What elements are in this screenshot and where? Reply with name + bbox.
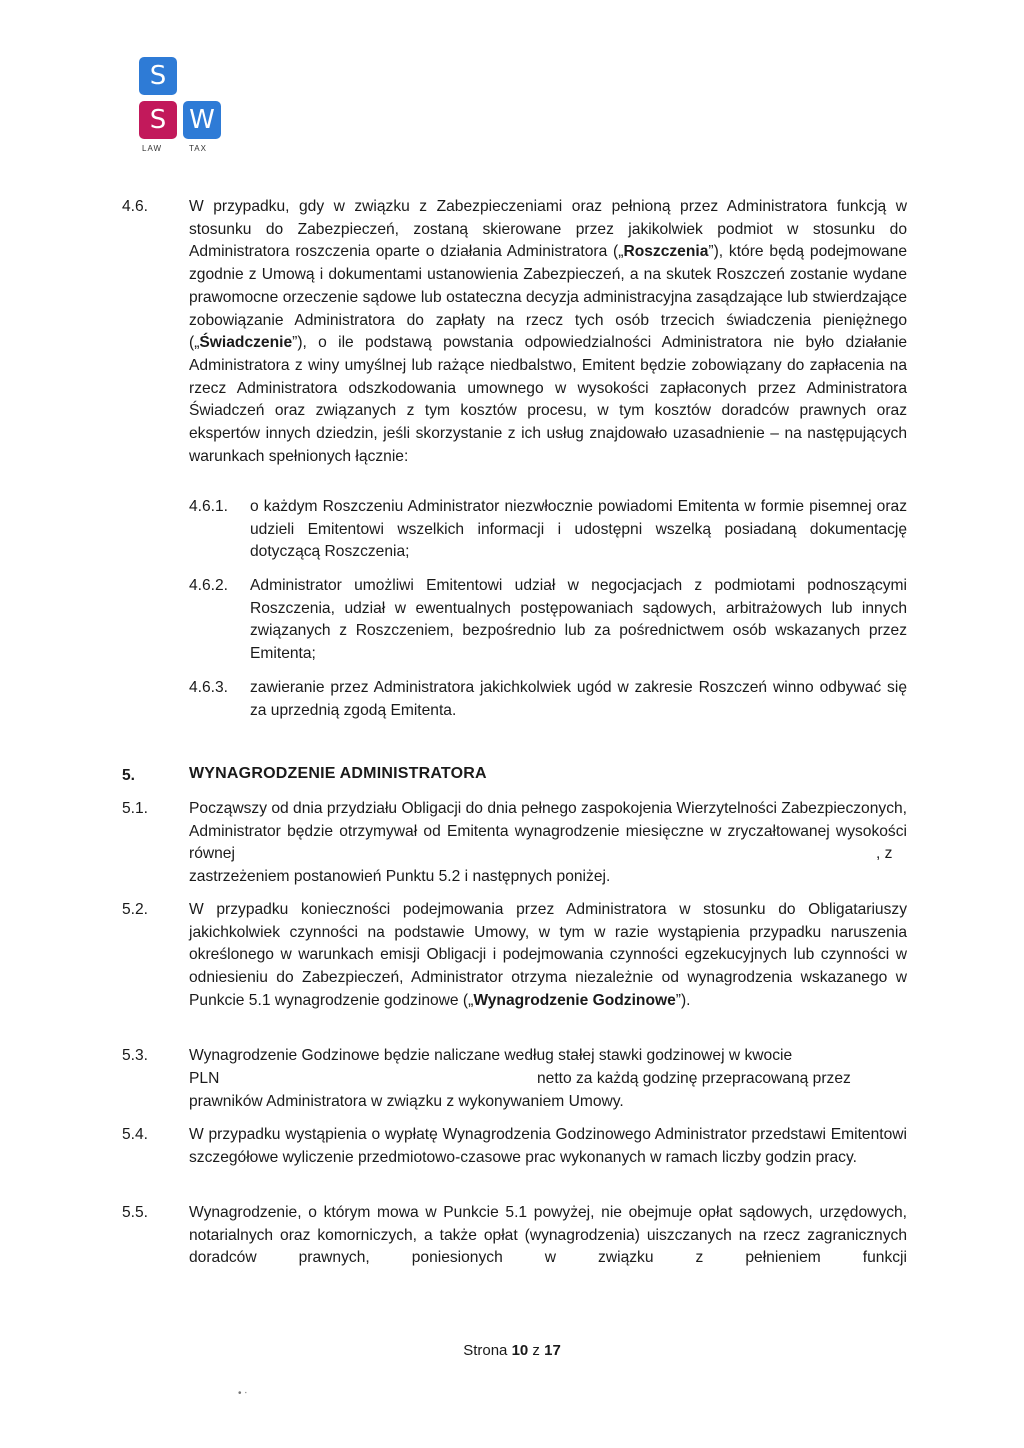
- defined-term-wynagrodzenie-godzinowe: Wynagrodzenie Godzinowe: [473, 991, 676, 1009]
- section-number-5-4: 5.4.: [122, 1126, 149, 1143]
- text-fragment: ”).: [675, 991, 691, 1009]
- section-5-2-text: [189, 899, 907, 1013]
- logo-square-left: [139, 101, 177, 139]
- section-5-1-comma: , z: [876, 845, 893, 862]
- footer-page-current: 10: [511, 1342, 529, 1359]
- logo-letter-w: W: [189, 105, 215, 135]
- section-5-3-line2: netto za każdą godzinę przepracowaną przez: [537, 1070, 851, 1087]
- logo-square-right: [183, 101, 221, 139]
- section-5-3-line1: Wynagrodzenie Godzinowe będzie naliczane według stałej stawki godzinowej w kwocie: [189, 1047, 793, 1064]
- section-5-3-line3: prawników Administratora w związku z wykonywaniem Umowy.: [189, 1093, 624, 1110]
- scan-artifact: • ⋅: [238, 1388, 248, 1399]
- footer-page-total: 17: [544, 1342, 561, 1359]
- logo-square-top: [139, 57, 177, 95]
- logo-caption-law: LAW: [142, 144, 163, 153]
- defined-term-swiadczenie: Świadczenie: [199, 334, 293, 352]
- section-number-4-6-2: 4.6.2.: [189, 577, 229, 594]
- section-number-5: 5.: [122, 767, 136, 784]
- section-5-4-text: W przypadku wystąpienia o wypłatę Wynagrodzenia Godzinowego Administrator przedstawi Emitentowi szczegółowe wyliczenie przedmiotowo-czasowe prac wykonanych w ramach liczby godzin pracy.: [189, 1126, 907, 1166]
- section-4-6-1-text: o każdym Roszczeniu Administrator niezwłocznie powiadomi Emitenta w formie pisemnej oraz udzieli Emitentowi wszelkich informacji i udostępni wszelką posiadaną dokumentację dotyczącą Roszczenia;: [250, 498, 907, 561]
- page-footer: [0, 1342, 1024, 1359]
- footer-label: Strona: [463, 1342, 512, 1359]
- section-5-1-tail: zastrzeżeniem postanowień Punktu 5.2 i następnych poniżej.: [189, 868, 611, 885]
- section-5-5-text: Wynagrodzenie, o którym mowa w Punkcie 5.1 powyżej, nie obejmuje opłat sądowych, urzędowych, notarialnych oraz komorniczych, a także opłat (wynagrodzenia) uiszczanych na rzecz zagranicznych doradców prawnych, poniesionych w związku z pełnieniem funkcji: [189, 1204, 907, 1267]
- section-number-4-6-1: 4.6.1.: [189, 498, 229, 515]
- section-number-5-5: 5.5.: [122, 1204, 149, 1221]
- text-fragment: W przypadku konieczności podejmowania przez Administratora w stosunku do Obligatariuszy jakichkolwiek czynności na podstawie Umowy, w tym w razie wystąpienia przypadku naruszenia określonego w warunkach emisji Obligacji i podejmowania czynności egzekucyjnych lub czynności w odniesieniu do Zabezpieczeń, Administrator otrzyma niezależnie od wynagrodzenia wskazanego w Punkcie 5.1 wynagrodzenie godzinowe („: [189, 901, 907, 1009]
- logo-letter-s-left: S: [149, 105, 167, 135]
- logo-caption-tax: TAX: [189, 144, 207, 153]
- logo-letter-s-top: S: [149, 61, 167, 91]
- section-number-4-6-3: 4.6.3.: [189, 679, 229, 696]
- defined-term-roszczenia: Roszczenia: [623, 243, 709, 261]
- text-fragment: ”), które będą podejmowane zgodnie z Umową i dokumentami ustanowienia Zabezpieczeń, a na skutek Roszczeń zostanie wydane prawomocne orzeczenie sądowe lub ostateczna decyzja administracyjna zasądzające lub stwierdzające zobowiązanie Administratora do zapłaty na rzecz tych osób trzecich świadczenia pieniężnego („: [189, 243, 908, 352]
- section-4-6-text: [189, 196, 907, 468]
- text-fragment: ”), o ile podstawą powstania odpowiedzialności Administratora nie było działanie Administratora z winy umyślnej lub rażące niedbalstwo, Emitent będzie zobowiązany do zapłacenia na rzecz Administratora odszkodowania umownego w wysokości zapłaconych przez Administratora Świadczeń oraz związanych z tym kosztów procesu, w tym kosztów doradców prawnych oraz ekspertów innych dziedzin, jeśli skorzystanie z ich usług znajdowało uzasadnienie – na następujących warunkach spełnionych łącznie:: [189, 334, 907, 465]
- section-5-title: WYNAGRODZENIE ADMINISTRATORA: [189, 765, 487, 782]
- section-5-1-text: [189, 798, 907, 866]
- section-4-6-3-text: zawieranie przez Administratora jakichkolwiek ugód w zakresie Roszczeń winno odbywać się za uprzednią zgodą Emitenta.: [250, 679, 907, 719]
- section-number-4-6: 4.6.: [122, 198, 149, 215]
- section-5-3-currency: PLN: [189, 1070, 220, 1087]
- text-fragment: Począwszy od dnia przydziału Obligacji do dnia pełnego zaspokojenia Wierzytelności Zabezpieczonych, Administrator będzie otrzymywał od Emitenta wynagrodzenie miesięczne w zryczałtowanej wysokości równej: [189, 800, 907, 863]
- section-number-5-3: 5.3.: [122, 1047, 149, 1064]
- section-number-5-2: 5.2.: [122, 901, 149, 918]
- text-fragment: W przypadku, gdy w związku z Zabezpieczeniami oraz pełnioną przez Administratora funkcją w stosunku do Zabezpieczeń, zostaną skierowane przez jakikolwiek podmiot w stosunku do Administratora roszczenia oparte o działania Administratora („: [189, 198, 907, 261]
- ssw-logo: [139, 57, 229, 157]
- section-number-5-1: 5.1.: [122, 800, 149, 817]
- section-4-6-2-text: Administrator umożliwi Emitentowi udział w negocjacjach z podmiotami podnoszącymi Roszczenia, udział w ewentualnych postępowaniach sądowych, arbitrażowych lub innych związanych z Roszczeniem, bezpośrednio lub za pośrednictwem osób wskazanych przez Emitenta;: [250, 577, 907, 663]
- footer-separator: z: [528, 1342, 545, 1359]
